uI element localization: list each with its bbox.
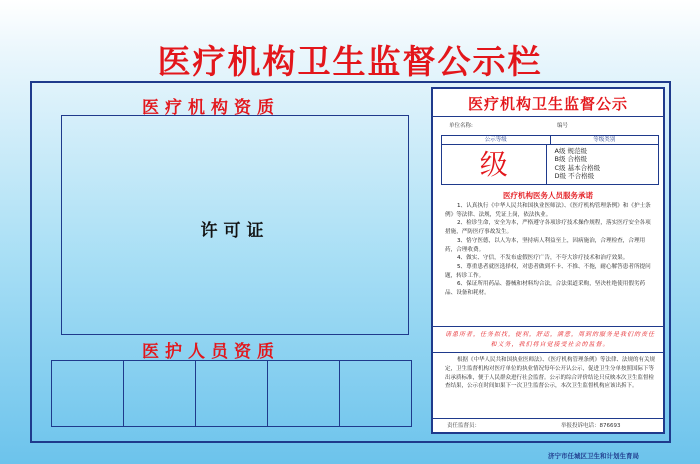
notice-text: 根据《中华人民共和国执业医师法》、《医疗机构管理条例》等法律、法规的有关规定，卫生监督机构对医疗单位的执业情况每年公开认公示，促进卫生分单按照国际下等出承质标准，便于人民群众进行社会监督。公示的综合评价结论只反映本次卫生监督检查结果，公示在时间如果下一次卫生监督公示，本次卫生监督机构应该出拆下。	[445, 357, 656, 390]
issuing-organization: 济宁市任城区卫生和计划生育局	[548, 452, 639, 460]
staff-photo-slot	[196, 361, 268, 426]
license-label: 许可证	[200, 221, 270, 241]
divider	[433, 116, 663, 117]
divider	[433, 326, 663, 327]
grade-item: D级 不合格级	[554, 172, 595, 181]
pledge-item: 3、恪守医德，以人为本，坚持病人利益至上，因病施治，合理检查，合理用药，合理收费。	[445, 237, 646, 253]
pledge-item: 4、做实、守信，不发布虚假医疗广告，不夸大诊疗技术和治疗效果。	[457, 255, 629, 262]
unit-name-label: 单位名称:	[449, 123, 473, 129]
unit-row	[433, 119, 663, 133]
service-slogan: 请患所者，任务拟找，便利，舒适，满意，周到的服务是我们的责任和义务，我们将自觉接受社会的监督。	[444, 331, 655, 348]
grade-value: 级	[442, 145, 547, 184]
complaint-phone: 举报投诉电话：876693	[561, 423, 621, 429]
pledge-item: 1、认真执行《中华人民共和国执业医师法》、《医疗机构管理条例》和《护士条例》等法律、法规，凭证上岗，依法执业。	[445, 203, 651, 218]
grade-item: B级 合格级	[554, 155, 588, 164]
grade-table-header	[442, 136, 658, 145]
pledge-item: 5、尊重患者就医选择权，对患者做到不卡、不推、不拖，耐心解答患者所提问题，转诊工作。	[445, 263, 651, 279]
main-title: 医疗机构卫生监督公示栏	[157, 42, 543, 81]
number-label: 编号	[557, 123, 569, 129]
pledge-title: 医疗机构医务人员服务承诺	[503, 191, 593, 200]
category-col-header: 等级类别	[593, 137, 616, 143]
grade-item: C级 基本合格级	[554, 163, 601, 172]
grade-col-header: 公示等级	[442, 136, 551, 144]
staff-photo-slot	[52, 361, 124, 426]
staff-heading: 医护人员资质	[142, 342, 280, 362]
divider	[433, 352, 663, 353]
supervisor-label: 责任监督员：	[447, 423, 481, 429]
grade-item: A级 规范级	[554, 147, 588, 155]
pledge-item: 6、保证所用药品、器械和材料均合法，合法渠道采购，坚决杜绝使用假劣药品、设备和耗材。	[445, 281, 646, 297]
notice-panel-title: 医疗机构卫生监督公示	[467, 95, 628, 113]
pledge-item: 2、检诊生命，安全为本，严格遵守各项诊疗技术操作规程，落实医疗安全各项措施，严防医疗事故发生。	[445, 220, 651, 236]
pledge-list	[445, 202, 655, 298]
staff-photo-slot	[268, 361, 340, 426]
supervision-notice-panel	[431, 87, 665, 434]
staff-photo-slot	[124, 361, 196, 426]
license-frame	[61, 115, 409, 335]
staff-photo-slot	[340, 361, 411, 426]
qualification-heading: 医疗机构资质	[142, 98, 280, 118]
grade-table	[441, 135, 659, 185]
staff-photo-row	[51, 360, 412, 427]
grade-category-list	[547, 145, 659, 184]
panel-footer	[433, 418, 663, 430]
